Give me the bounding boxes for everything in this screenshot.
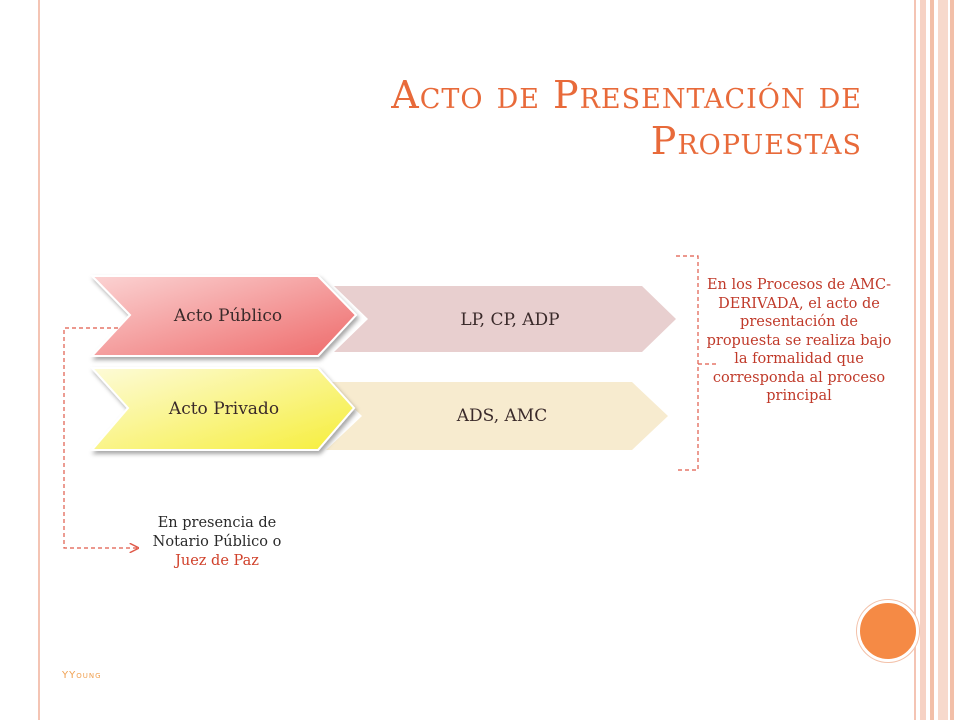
title-line-2: Propuestas bbox=[650, 119, 862, 163]
category-label-privado: Acto Privado bbox=[168, 399, 280, 419]
detail-label-privado: ADS, AMC bbox=[456, 406, 548, 426]
note-notario-text: En presencia de Notario Público o bbox=[152, 515, 282, 550]
category-label-publico: Acto Público bbox=[173, 306, 283, 326]
note-amc-derivada: En los Procesos de AMC- DERIVADA, el acto de presentación de propuesta se realiza bajo la formalidad que corresponda al proceso principal bbox=[706, 277, 892, 404]
detail-label-publico: LP, CP, ADP bbox=[460, 310, 560, 330]
note-notario bbox=[132, 514, 302, 571]
note-notario-highlight: Juez de Paz bbox=[175, 553, 259, 569]
decorative-circle bbox=[857, 600, 919, 662]
title-line-1: Acto de Presentación de bbox=[391, 73, 862, 117]
footer-logo-text: YYoung bbox=[62, 670, 102, 681]
